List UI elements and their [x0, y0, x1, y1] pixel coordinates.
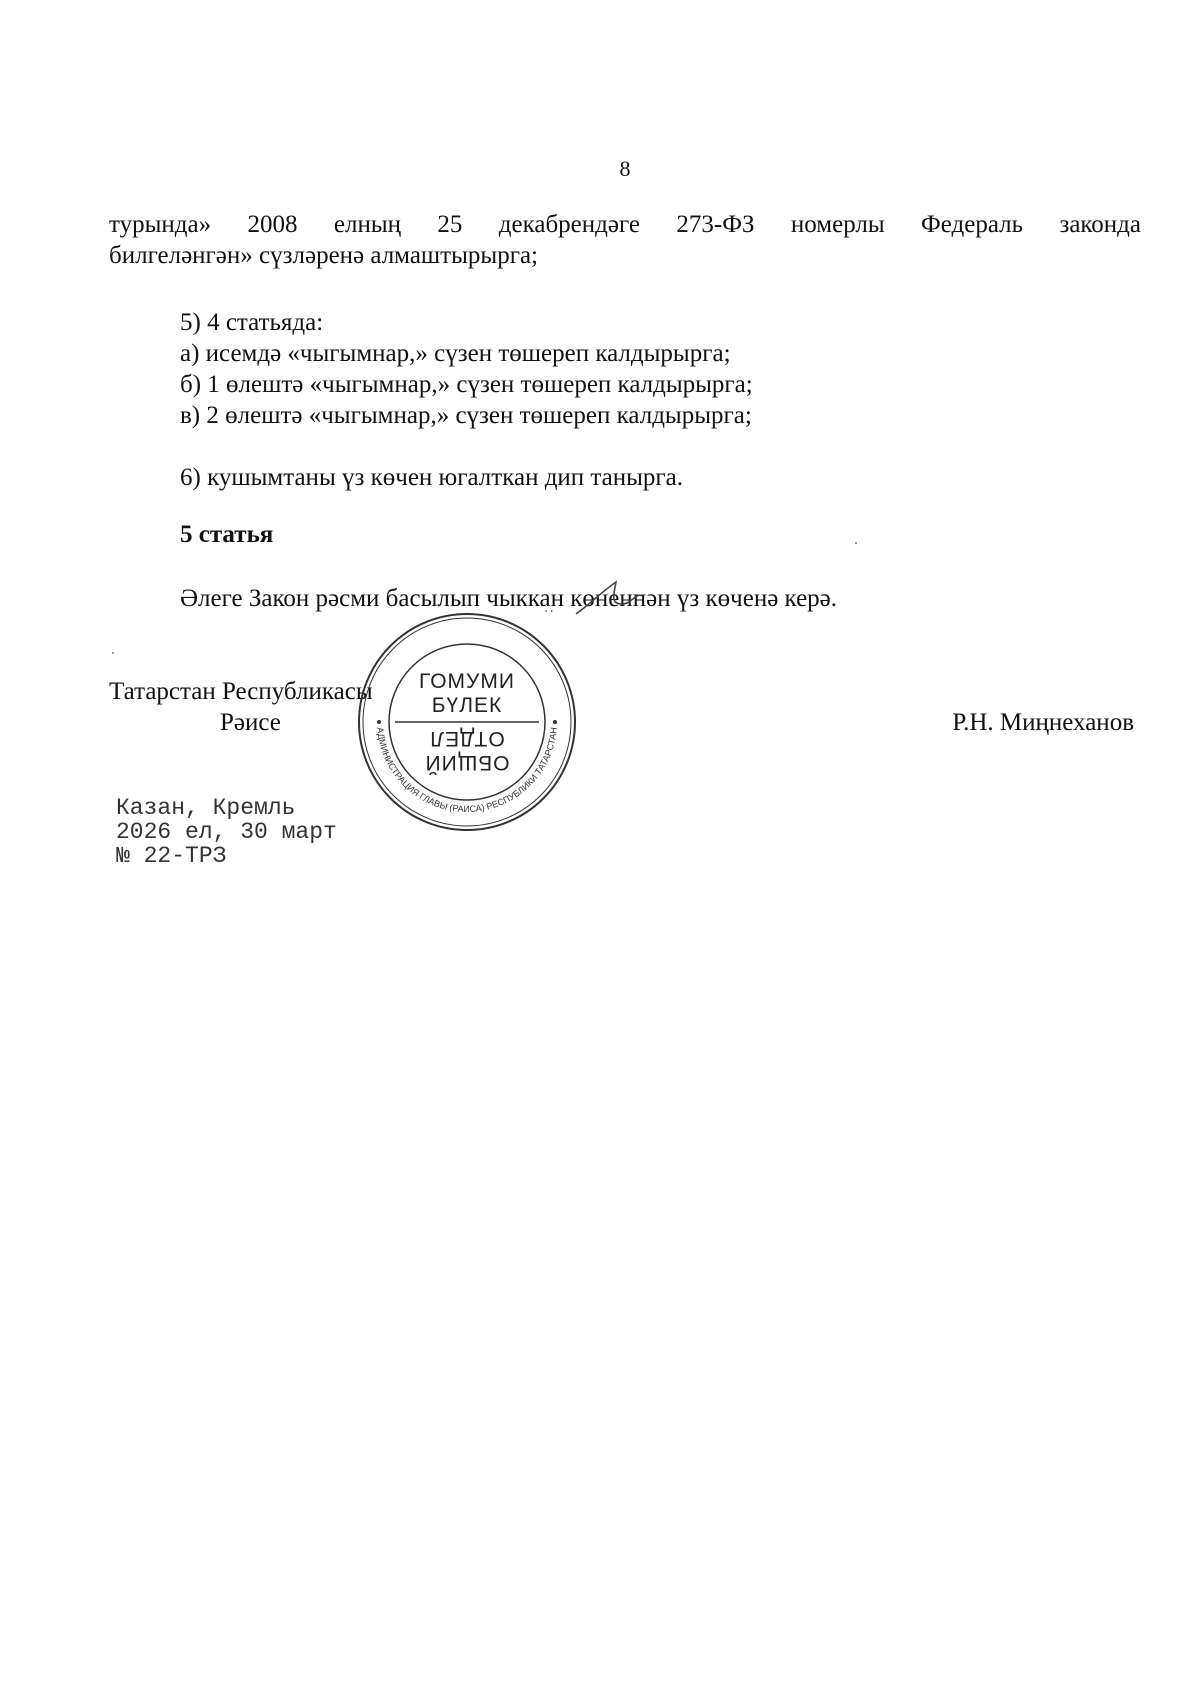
stamp-upper-line2: БҮЛЕК — [431, 694, 503, 717]
signature-name: Р.Н. Миңнеханов — [952, 709, 1134, 736]
article-text: Әлеге Закон рәсми басылып чыккан көненнән үз көченә керә. — [180, 585, 838, 612]
document-number: № 22-ТРЗ — [116, 843, 227, 869]
scan-speck — [112, 652, 114, 654]
document-date: 2026 ел, 30 март — [116, 819, 337, 845]
item6-text: 6) кушымтаны үз көчен югалткан дип танырга. — [180, 464, 684, 491]
stamp-upper-line1: ГОМУМИ — [419, 670, 515, 693]
item5-subitem-b: б) 1 өлештә «чыгымнар,» сүзен төшереп калдырырга; — [180, 371, 753, 398]
item5-subitem-a: а) исемдә «чыгымнар,» сүзен төшереп калдырырга; — [180, 340, 731, 367]
document-info — [116, 796, 337, 868]
item5-subitem-c: в) 2 өлештә «чыгымнар,» сүзен төшереп калдырырга; — [180, 402, 752, 429]
stamp-lower-line1: ОБЩИЙ — [424, 751, 510, 774]
stamp-lower-line2: ОТДЕЛ — [429, 727, 505, 750]
article-title: 5 статья — [180, 521, 274, 548]
signature-position-line2: Рәисе — [220, 709, 281, 736]
handwritten-signature — [570, 574, 690, 624]
item5-heading: 5) 4 статьяда: — [180, 309, 324, 336]
signature-position-line1: Татарстан Республикасы — [109, 678, 373, 705]
official-stamp — [355, 610, 579, 834]
page-number: 8 — [619, 156, 631, 181]
continuation-line-2: билгеләнгән» сүзләренә алмаштырырга; — [109, 242, 538, 269]
stamp-seal-graphic — [355, 610, 579, 834]
continuation-line-1: турында» 2008 елның 25 декабрендәге 273-ФЗ номерлы Федераль законда — [109, 211, 1141, 238]
document-place: Казан, Кремль — [116, 795, 296, 821]
stamp-ring-text-bottom: АДМИНИСТРАЦИЯ ГЛАВЫ (РАИСА) РЕСПУБЛИКИ ТАТАРСТАН — [375, 726, 559, 815]
stamp-ring-text-top — [355, 610, 579, 613]
scan-speck — [855, 542, 857, 544]
